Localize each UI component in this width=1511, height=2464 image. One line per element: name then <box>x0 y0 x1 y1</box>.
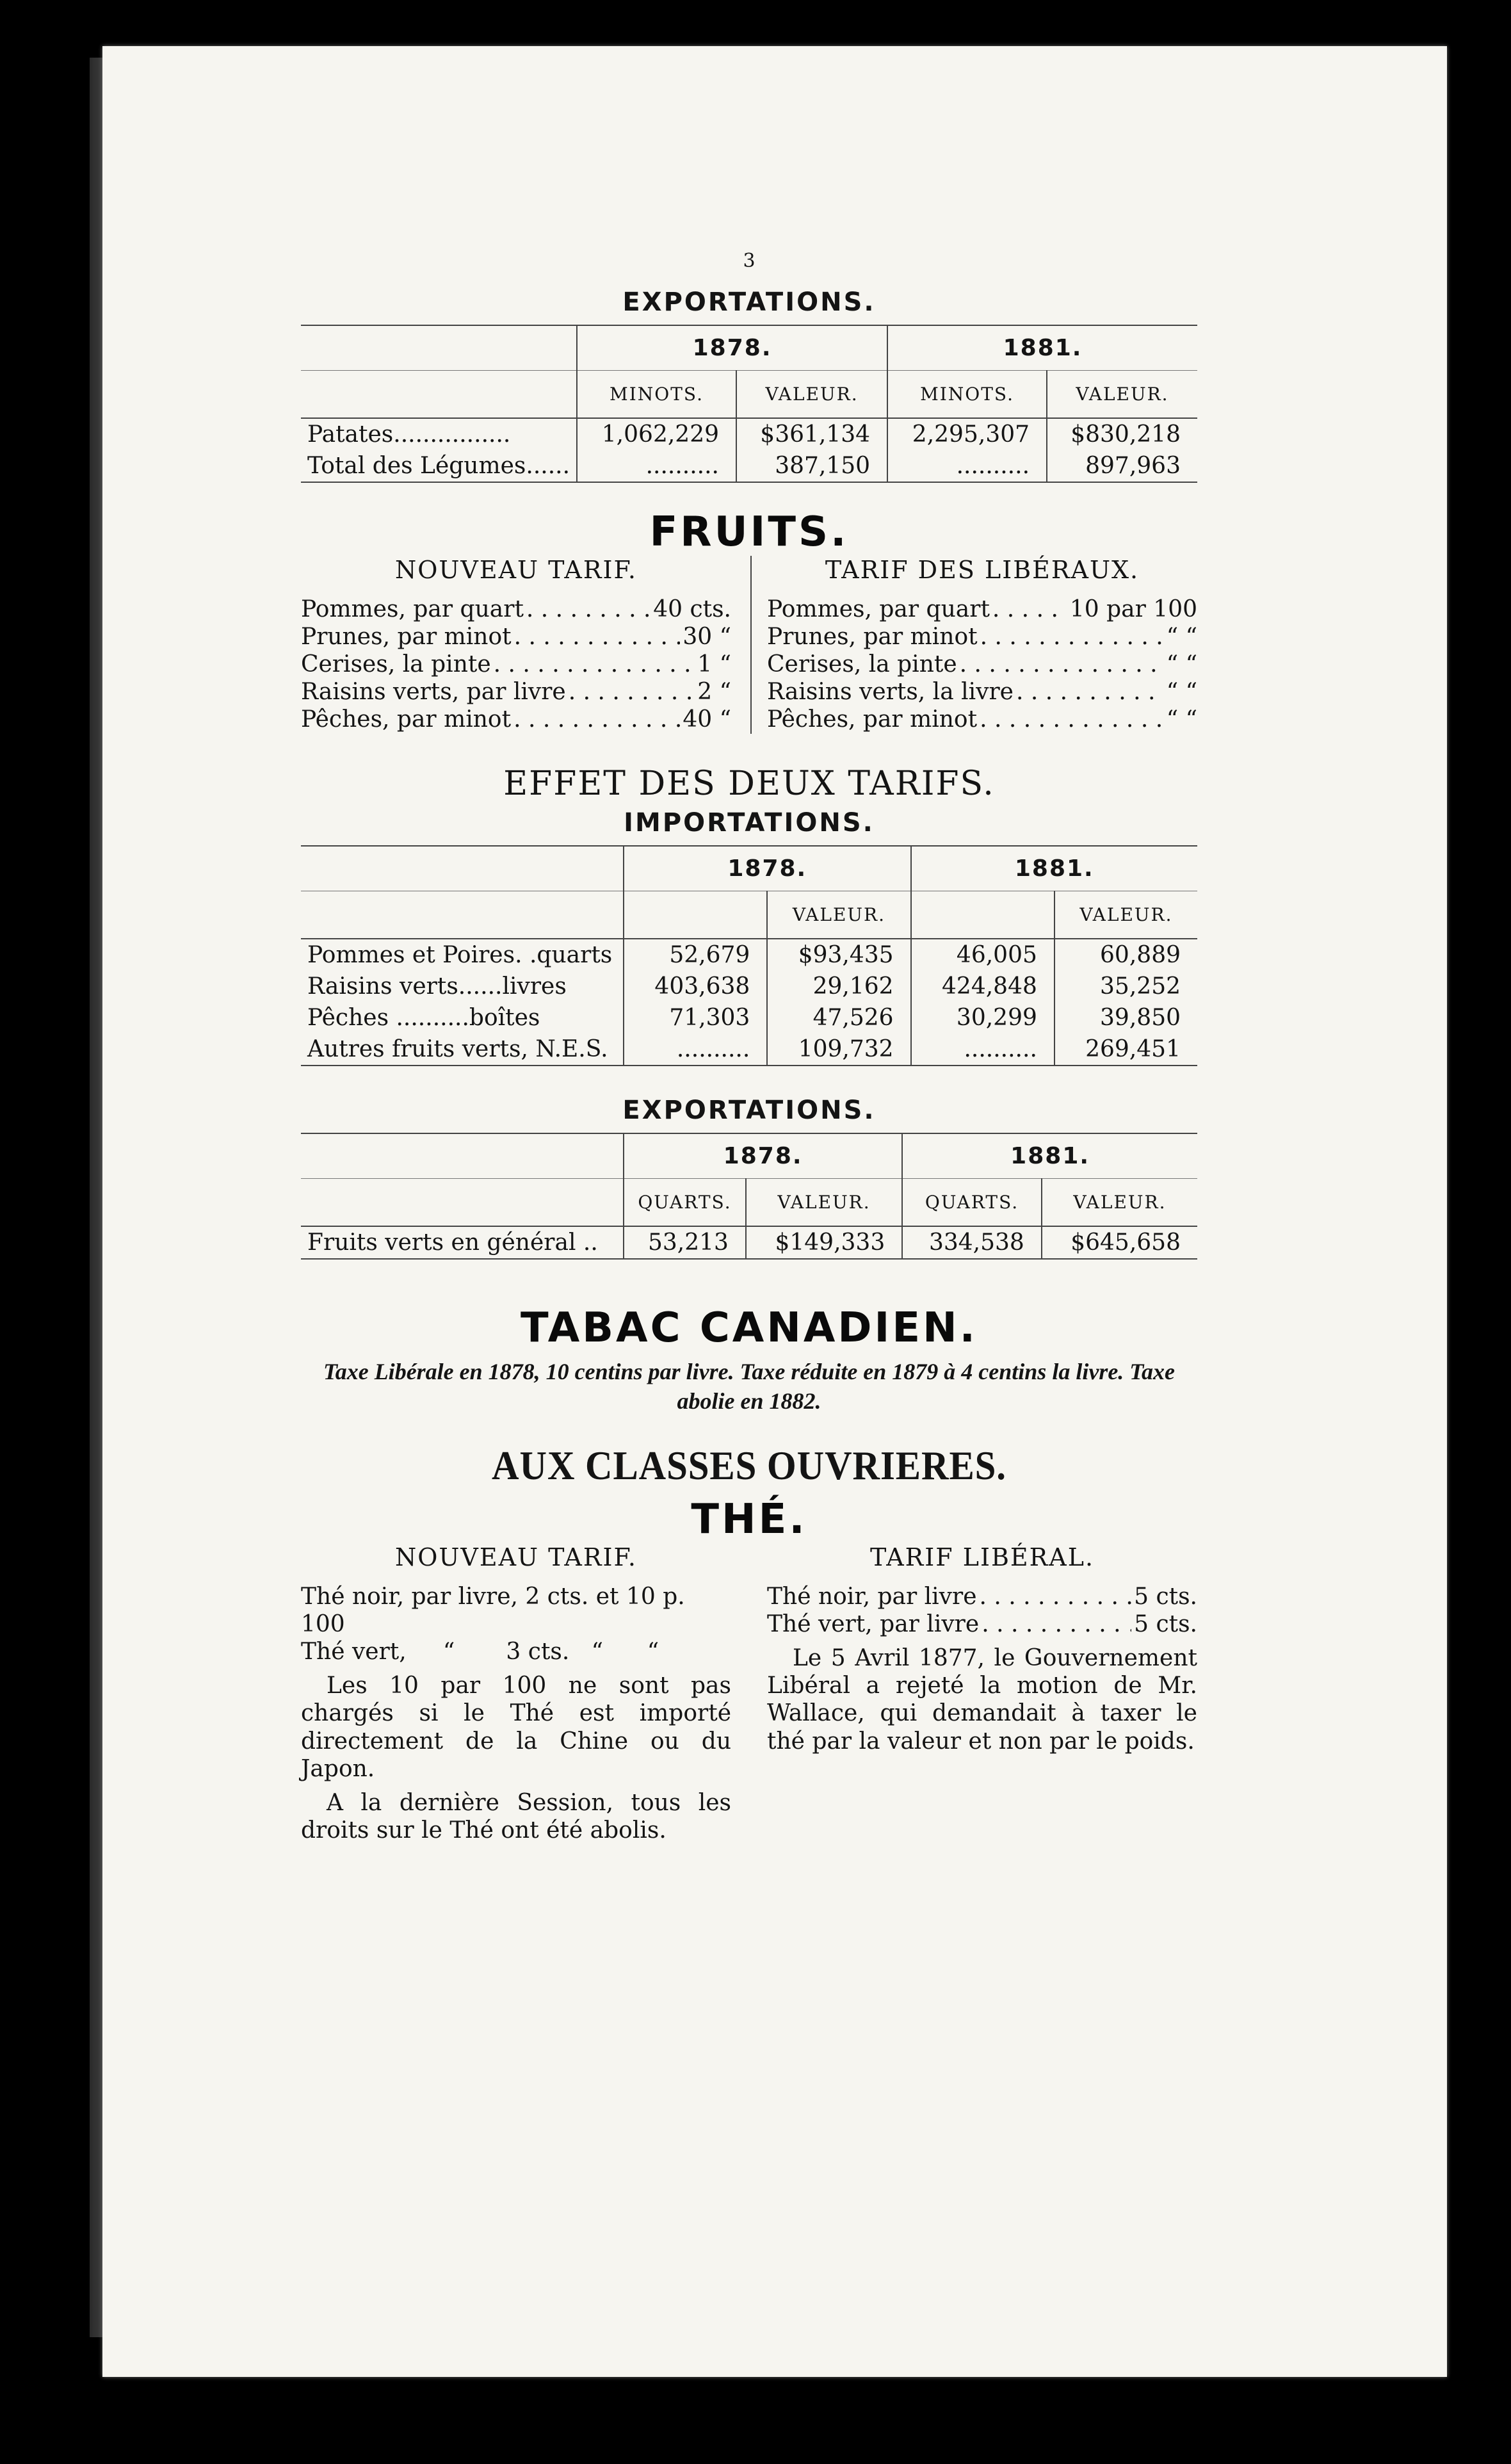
cell: 387,150 <box>736 450 887 482</box>
tariff-item: Pêches, par minot . . . 40 “ <box>301 706 731 733</box>
tariff-item: Pommes, par quart . . . 40 cts. <box>301 596 731 623</box>
row-label: Patates................ <box>307 421 511 448</box>
cell: $93,435 <box>767 939 910 971</box>
tobacco-note: Taxe Libérale en 1878, 10 centins par livre. Taxe réduite en 1879 à 4 centins la livre. Taxe abolie en 1882. <box>323 1358 1175 1414</box>
table-row <box>301 450 1197 482</box>
exports-vegetables-table <box>301 325 1197 483</box>
cell: 403,638 <box>624 971 767 1002</box>
imports-fruits-table <box>301 845 1197 1066</box>
tariff-item: Cerises, la pinte . . . 1 “ <box>301 651 731 678</box>
row-label: Autres fruits verts, N.E.S. <box>301 1033 624 1066</box>
column-header <box>624 891 767 939</box>
cell: 334,538 <box>902 1226 1042 1259</box>
tariff-item: Prunes, par minot . . . “ “ <box>767 623 1197 651</box>
tea-tariffs <box>301 1543 1197 1851</box>
tariff-item: Cerises, la pinte . . . “ “ <box>767 651 1197 678</box>
cell: 47,526 <box>767 1002 910 1033</box>
column-header: VALEUR. <box>767 891 910 939</box>
table-row <box>301 418 1197 450</box>
column-header: VALEUR. <box>1042 1178 1197 1226</box>
row-label: Raisins verts......livres <box>307 973 567 1000</box>
tariff-item: Pommes, par quart . . . 10 par 100 <box>767 596 1197 623</box>
column-header: QUARTS. <box>624 1178 746 1226</box>
tariff-item: Thé noir, par livre . . . 5 cts. <box>767 1583 1197 1610</box>
column-header: VALEUR. <box>1054 891 1197 939</box>
year-header: 1878. <box>577 325 887 371</box>
cell: $149,333 <box>746 1226 902 1259</box>
tea-title: THÉ. <box>691 1496 807 1544</box>
row-label: Pommes et Poires. .quarts <box>307 941 613 968</box>
cell: 29,162 <box>767 971 910 1002</box>
imports-fruits-title: IMPORTATIONS. <box>624 807 875 838</box>
row-label: Fruits verts en général .. <box>301 1226 624 1259</box>
liberal-tariff-column <box>750 556 1197 734</box>
year-header: 1881. <box>911 846 1197 891</box>
tea-paragraph: Le 5 Avril 1877, le Gouvernement Libéral a rejeté la motion de Mr. Wallace, qui demandait à taxer le thé par la valeur et non par le poids. <box>767 1645 1197 1755</box>
tea-liberal-tariff-column <box>752 1543 1197 1851</box>
cell: 35,252 <box>1054 971 1197 1002</box>
column-header: VALEUR. <box>746 1178 902 1226</box>
cell: 52,679 <box>624 939 767 971</box>
cell: 424,848 <box>911 971 1054 1002</box>
row-label: Total des Légumes...... <box>301 450 577 482</box>
fruits-title: FRUITS. <box>649 508 849 556</box>
working-classes-title: AUX CLASSES OUVRIERES. <box>492 1443 1006 1489</box>
tea-line: Thé vert, “ 3 cts. “ “ <box>301 1639 659 1666</box>
column-header: VALEUR. <box>1047 371 1197 419</box>
year-header: 1878. <box>624 1133 902 1179</box>
effects-title: EFFET DES DEUX TARIFS. <box>503 764 995 803</box>
tariff-item: Thé vert, par livre . . . 5 cts. <box>767 1610 1197 1638</box>
exports-vegetables-title: EXPORTATIONS. <box>622 288 876 317</box>
liberal-tariff-title: TARIF DES LIBÉRAUX. <box>825 556 1140 584</box>
table-row <box>301 1033 1197 1066</box>
exports-fruits-title: EXPORTATIONS. <box>622 1095 876 1125</box>
tea-paragraph: A la dernière Session, tous les droits sur le Thé ont été abolis. <box>301 1790 731 1844</box>
tea-liberal-tariff-title: TARIF LIBÉRAL. <box>869 1543 1095 1572</box>
column-header: MINOTS. <box>577 371 736 419</box>
tariff-item: Prunes, par minot . . . 30 “ <box>301 623 731 651</box>
cell: 39,850 <box>1054 1002 1197 1033</box>
tobacco-title: TABAC CANADIEN. <box>521 1304 978 1352</box>
tariff-item: Pêches, par minot . . . “ “ <box>767 706 1197 733</box>
new-tariff-column <box>301 556 731 734</box>
table-row <box>301 1002 1197 1033</box>
page-content <box>301 250 1197 1851</box>
cell: 1,062,229 <box>577 418 736 450</box>
row-label: Pêches ..........boîtes <box>307 1004 540 1031</box>
cell: .......... <box>887 450 1047 482</box>
tariff-item: Raisins verts, la livre . . . “ “ <box>767 678 1197 706</box>
cell: 269,451 <box>1054 1033 1197 1066</box>
cell: 71,303 <box>624 1002 767 1033</box>
cell: 53,213 <box>624 1226 746 1259</box>
year-header: 1878. <box>624 846 911 891</box>
column-header: VALEUR. <box>736 371 887 419</box>
cell: .......... <box>624 1033 767 1066</box>
tariff-item: Raisins verts, par livre . . . 2 “ <box>301 678 731 706</box>
table-row <box>301 939 1197 971</box>
cell: .......... <box>911 1033 1054 1066</box>
cell: $830,218 <box>1047 418 1197 450</box>
cell: 897,963 <box>1047 450 1197 482</box>
year-header: 1881. <box>902 1133 1197 1179</box>
table-row <box>301 1226 1197 1259</box>
tea-paragraph: Les 10 par 100 ne sont pas chargés si le Thé est importé directement de la Chine ou du Japon. <box>301 1673 731 1782</box>
column-header: QUARTS. <box>902 1178 1042 1226</box>
tea-new-tariff-title: NOUVEAU TARIF. <box>394 1543 637 1572</box>
cell: 60,889 <box>1054 939 1197 971</box>
cell: .......... <box>577 450 736 482</box>
tea-line: Thé noir, par livre, 2 cts. et 10 p. 100 <box>301 1583 685 1637</box>
cell: 46,005 <box>911 939 1054 971</box>
column-header: MINOTS. <box>887 371 1047 419</box>
cell: $361,134 <box>736 418 887 450</box>
cell: 2,295,307 <box>887 418 1047 450</box>
fruits-tariffs <box>301 556 1197 734</box>
new-tariff-title: NOUVEAU TARIF. <box>394 556 637 584</box>
cell: 30,299 <box>911 1002 1054 1033</box>
exports-fruits-table <box>301 1133 1197 1260</box>
cell: 109,732 <box>767 1033 910 1066</box>
table-row <box>301 971 1197 1002</box>
cell: $645,658 <box>1042 1226 1197 1259</box>
year-header: 1881. <box>887 325 1197 371</box>
page-number: 3 <box>743 250 756 272</box>
tea-new-tariff-column <box>301 1543 731 1851</box>
column-header <box>911 891 1054 939</box>
